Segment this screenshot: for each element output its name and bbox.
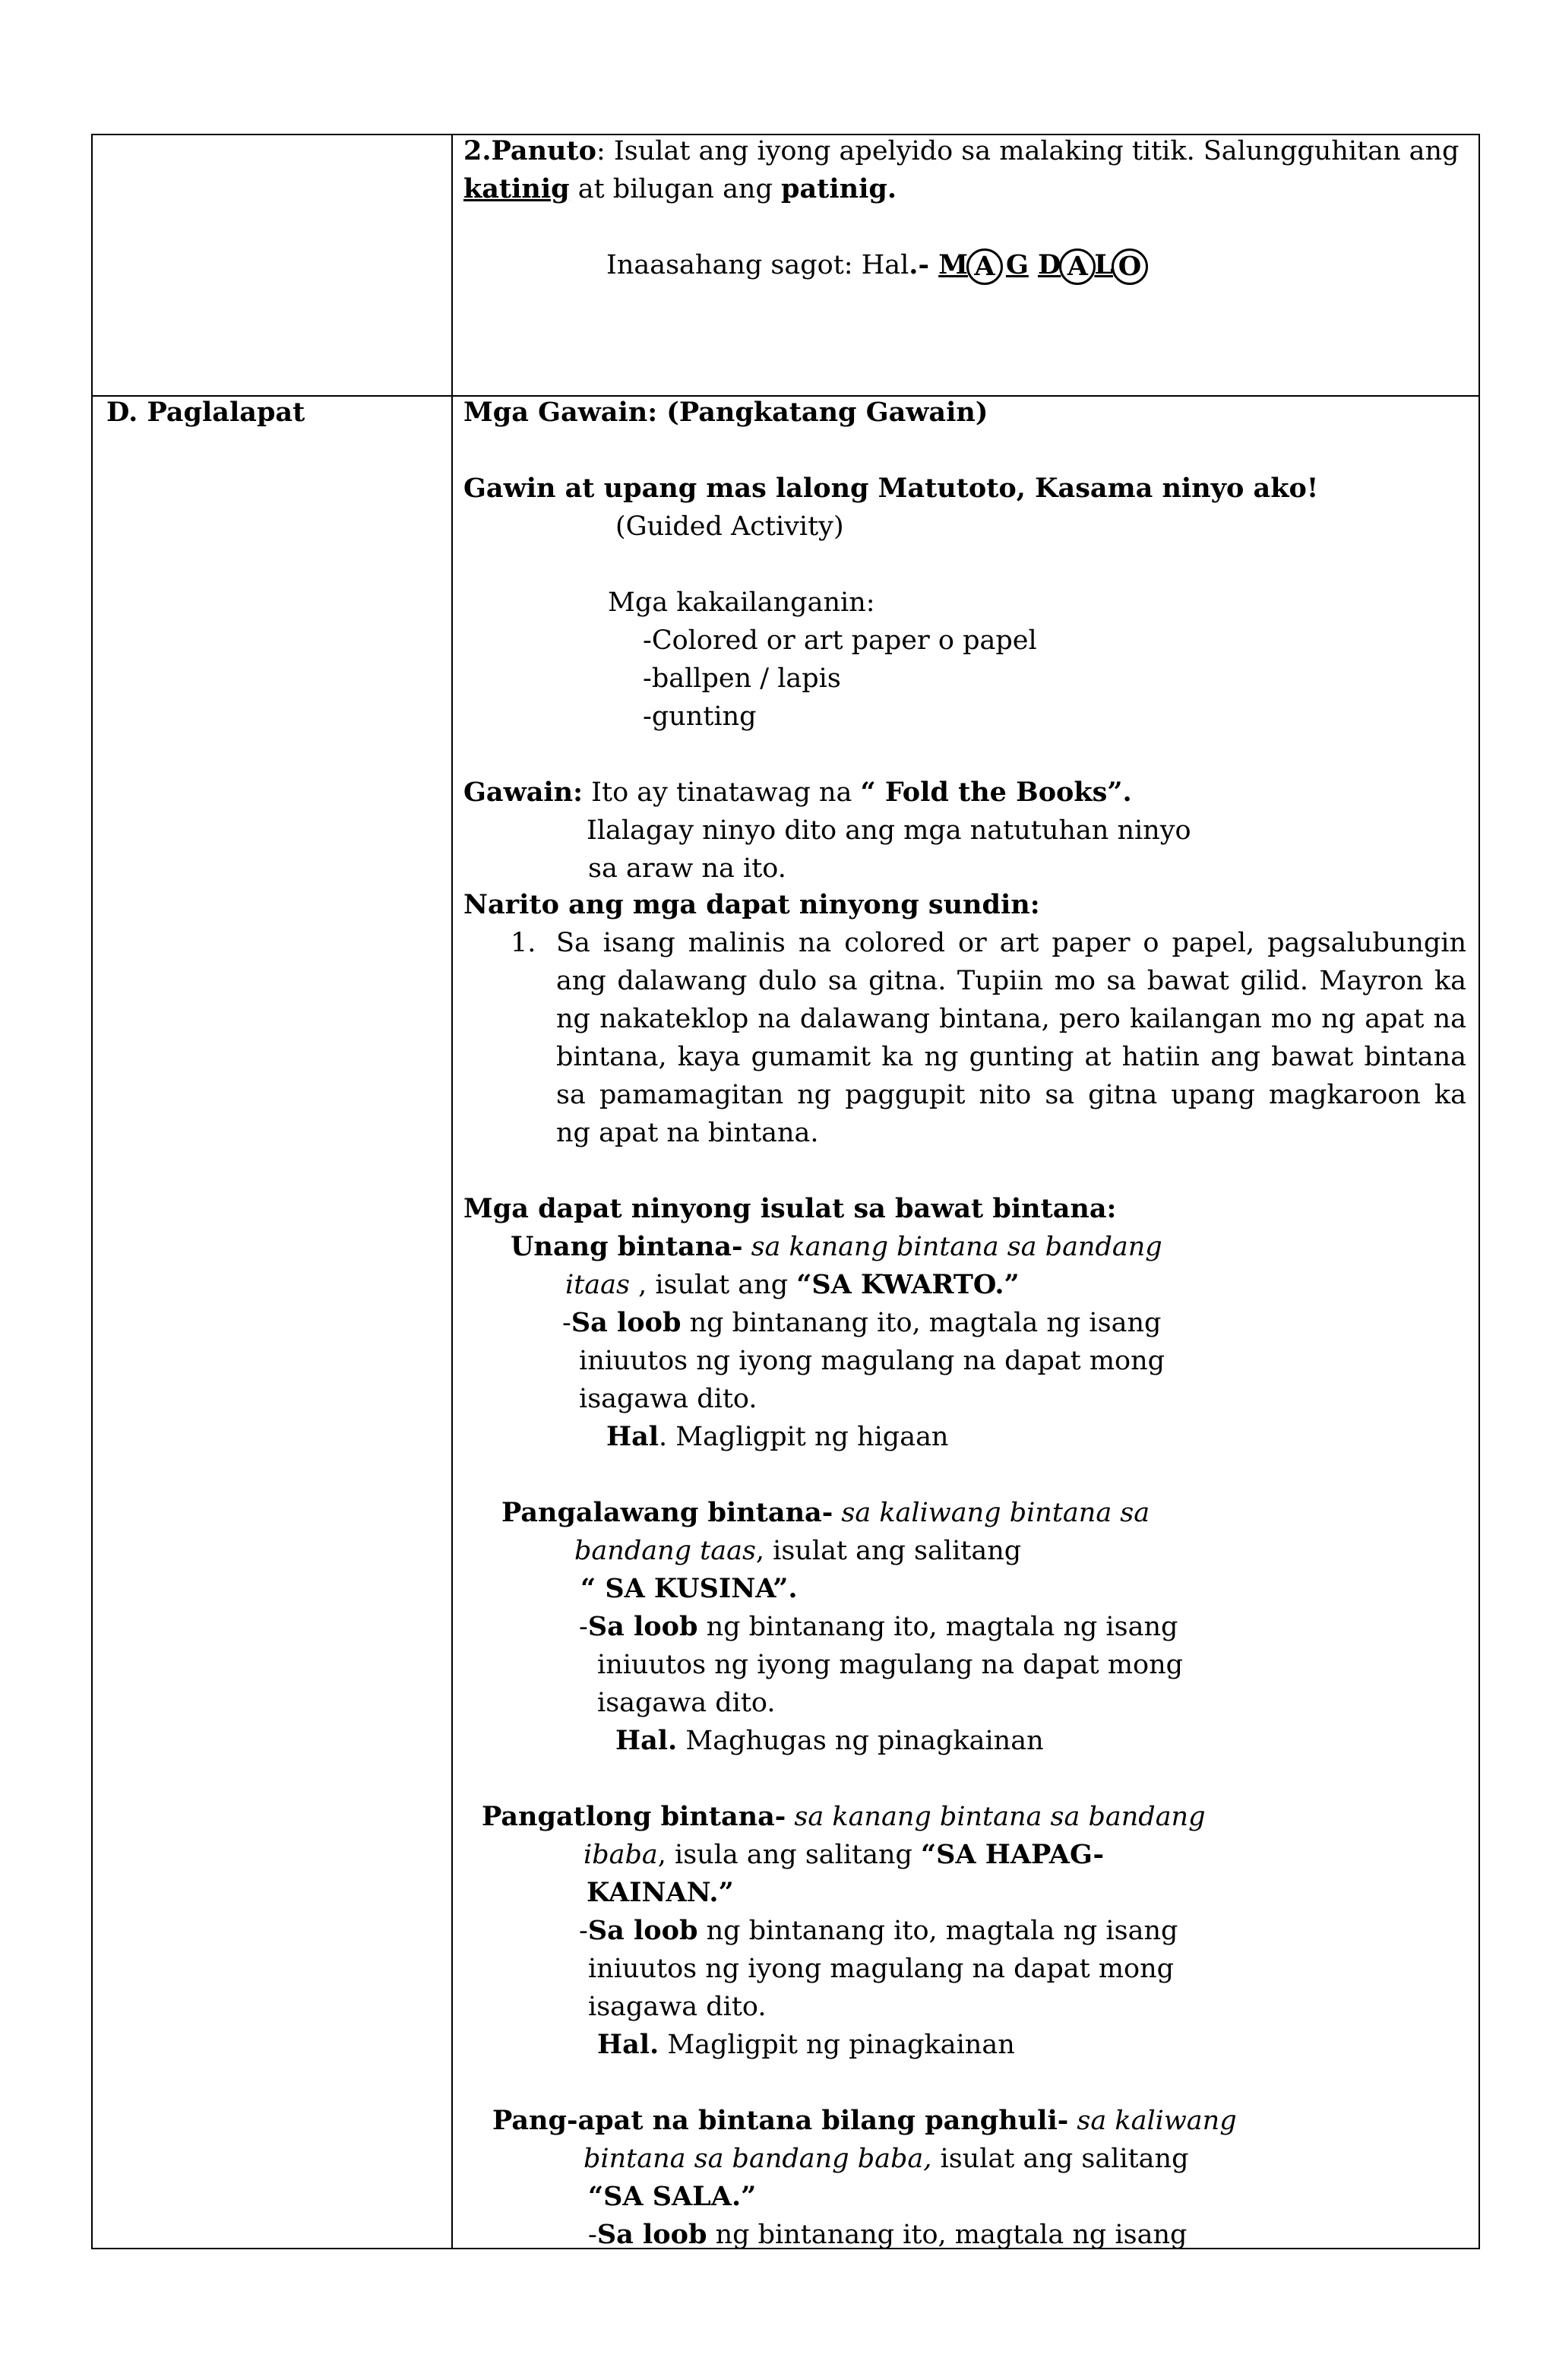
panuto-text-2: at bilugan ang (569, 174, 782, 204)
vowel-letter-circled: A (1059, 248, 1096, 285)
window-4-location: sa kaliwang (1068, 2106, 1237, 2136)
panuto-text: : Isulat ang iyong apelyido sa malaking titik. Salungguhitan ang (596, 136, 1460, 166)
window-1-title: Unang bintana- (511, 1231, 743, 1262)
expected-answer-line (606, 246, 1146, 285)
window-1-location: sa kanang bintana sa bandang (742, 1232, 1162, 1262)
gawin-heading: Gawin at upang mas lalong Matutoto, Kasama ninyo ako! (463, 473, 1319, 504)
sa-loob-label: Sa loob (571, 1307, 682, 1338)
window-2-line-6: isagawa dito. (597, 1688, 776, 1718)
hal-label: Hal. (597, 2029, 659, 2060)
expected-separator: .- (909, 249, 939, 280)
sa-loob-label: Sa loob (596, 2219, 707, 2250)
dash: - (562, 1308, 571, 1338)
dash: - (579, 1612, 588, 1642)
gawain-line-3: sa araw na ito. (588, 853, 786, 884)
mga-gawain-heading: Mga Gawain: (Pangkatang Gawain) (463, 397, 988, 428)
step-line: ng nakateklop na dalawang bintana, pero kailangan mo ng apat na (556, 1004, 1466, 1034)
window-3-location: sa kanang bintana sa bandang (786, 1802, 1206, 1832)
window-2-line-5: iniuutos ng iyong magulang na dapat mong (597, 1650, 1184, 1680)
step-number: 1. (511, 928, 536, 958)
window-4-line-4 (588, 2216, 1187, 2254)
hal-label: Hal (606, 1421, 659, 1452)
consonant-letter: M (938, 249, 968, 280)
window-4-instruction: isulat ang salitang (931, 2144, 1189, 2174)
window-2-title: Pangalawang bintana- (501, 1497, 833, 1528)
window-1-line-5: isagawa dito. (579, 1384, 757, 1414)
example-text: Maghugas ng pinagkainan (677, 1726, 1044, 1756)
consonant-letter: G (1005, 249, 1029, 280)
expected-label: Inaasahang sagot: Hal (606, 250, 909, 280)
guided-activity-label: (Guided Activity) (615, 511, 844, 542)
dash: - (579, 1916, 588, 1946)
window-3-title: Pangatlong bintana- (482, 1801, 786, 1832)
window-1-task: ng bintanang ito, magtala ng isang (681, 1308, 1162, 1338)
panuto-line (463, 132, 1459, 170)
gawain-text: Ito ay tinatawag na (583, 777, 861, 808)
materials-title: Mga kakailanganin: (608, 587, 875, 618)
panuto-line-2 (463, 170, 897, 208)
window-1-example (606, 1418, 948, 1456)
dash: - (588, 2220, 597, 2250)
patinig-word: patinig. (781, 173, 897, 204)
material-item: -gunting (643, 701, 757, 732)
section-title: D. Paglalapat (106, 397, 305, 428)
window-3-line-5: iniuutos ng iyong magulang na dapat mong (588, 1954, 1175, 1984)
window-3-line-4 (579, 1912, 1178, 1950)
windows-heading: Mga dapat ninyong isulat sa bawat bintana: (463, 1193, 1117, 1224)
column-divider (451, 135, 453, 2248)
step-line: ang dalawang dulo sa gitna. Tupiin mo sa bawat gilid. Mayron ka (556, 966, 1466, 996)
window-4-line-1 (492, 2102, 1237, 2140)
window-1-location-2: itaas (565, 1270, 630, 1300)
window-4-label: “SA SALA.” (588, 2181, 757, 2212)
window-2-label: “ SA KUSINA”. (580, 1573, 798, 1604)
katinig-word: katinig (463, 173, 570, 204)
step-line: ng apat na bintana. (556, 1118, 819, 1148)
step-line: bintana, kaya gumamit ka ng gunting at hatiin ang bawat bintana (556, 1042, 1466, 1072)
window-3-line-6: isagawa dito. (588, 1992, 767, 2022)
window-2-line-2 (574, 1532, 1021, 1570)
window-2-line-1 (501, 1494, 1150, 1532)
window-1-line-1 (511, 1228, 1162, 1266)
window-1-label: “SA KWARTO.” (796, 1269, 1020, 1300)
window-2-location-2: bandang taas (574, 1536, 756, 1566)
window-3-line-2 (584, 1836, 1104, 1874)
step-line: sa pamamagitan ng paggupit nito sa gitna upang magkaroon ka (556, 1080, 1466, 1110)
window-2-line-4 (579, 1608, 1178, 1646)
window-2-location: sa kaliwang bintana sa (833, 1498, 1150, 1528)
window-3-line-1 (482, 1798, 1206, 1836)
example-text: . Magligpit ng higaan (659, 1422, 949, 1452)
window-4-line-2 (584, 2140, 1189, 2178)
instructions-heading: Narito ang mga dapat ninyong sundin: (463, 889, 1040, 920)
window-3-example (597, 2026, 1015, 2064)
window-4-title: Pang-apat na bintana bilang panghuli- (492, 2105, 1069, 2136)
window-2-example (615, 1722, 1044, 1760)
sa-loob-label: Sa loob (587, 1611, 698, 1642)
gawain-line-2: Ilalagay ninyo dito ang mga natutuhan ninyo (587, 815, 1191, 846)
window-1-line-4: iniuutos ng iyong magulang na dapat mong (579, 1346, 1165, 1376)
window-3-location-2: ibaba (584, 1840, 658, 1870)
window-3-label-2: KAINAN.” (587, 1877, 734, 1908)
window-4-task: ng bintanang ito, magtala ng isang (707, 2220, 1188, 2250)
window-3-label: “SA HAPAG- (921, 1839, 1105, 1870)
window-1-line-3 (562, 1304, 1161, 1342)
window-3-task: ng bintanang ito, magtala ng isang (697, 1916, 1178, 1946)
hal-label: Hal. (615, 1725, 678, 1756)
example-text: Magligpit ng pinagkainan (659, 2030, 1015, 2060)
material-item: -Colored or art paper o papel (643, 625, 1037, 656)
surname-example (938, 249, 1146, 280)
vowel-letter-circled: A (966, 248, 1003, 285)
sa-loob-label: Sa loob (587, 1915, 698, 1946)
gawain-line (463, 774, 1132, 812)
window-2-instruction: , isulat ang salitang (755, 1536, 1022, 1566)
gawain-label: Gawain: (463, 777, 584, 808)
window-1-line-2 (565, 1266, 1020, 1304)
vowel-letter-circled: O (1112, 248, 1148, 285)
step-line: Sa isang malinis na colored or art paper o papel, pagsalubungin (556, 928, 1466, 958)
panuto-number: 2. (463, 135, 492, 166)
window-3-instruction: , isula ang salitang (657, 1840, 922, 1870)
window-4-location-2: bintana sa bandang baba, (584, 2144, 932, 2174)
material-item: -ballpen / lapis (643, 663, 841, 694)
fold-the-books-title: “ Fold the Books”. (860, 777, 1132, 808)
panuto-label: Panuto (491, 135, 597, 166)
consonant-letter: D (1038, 249, 1061, 280)
window-2-task: ng bintanang ito, magtala ng isang (697, 1612, 1178, 1642)
window-1-instruction: , isulat ang (629, 1270, 797, 1300)
consonant-letter: L (1094, 249, 1113, 280)
